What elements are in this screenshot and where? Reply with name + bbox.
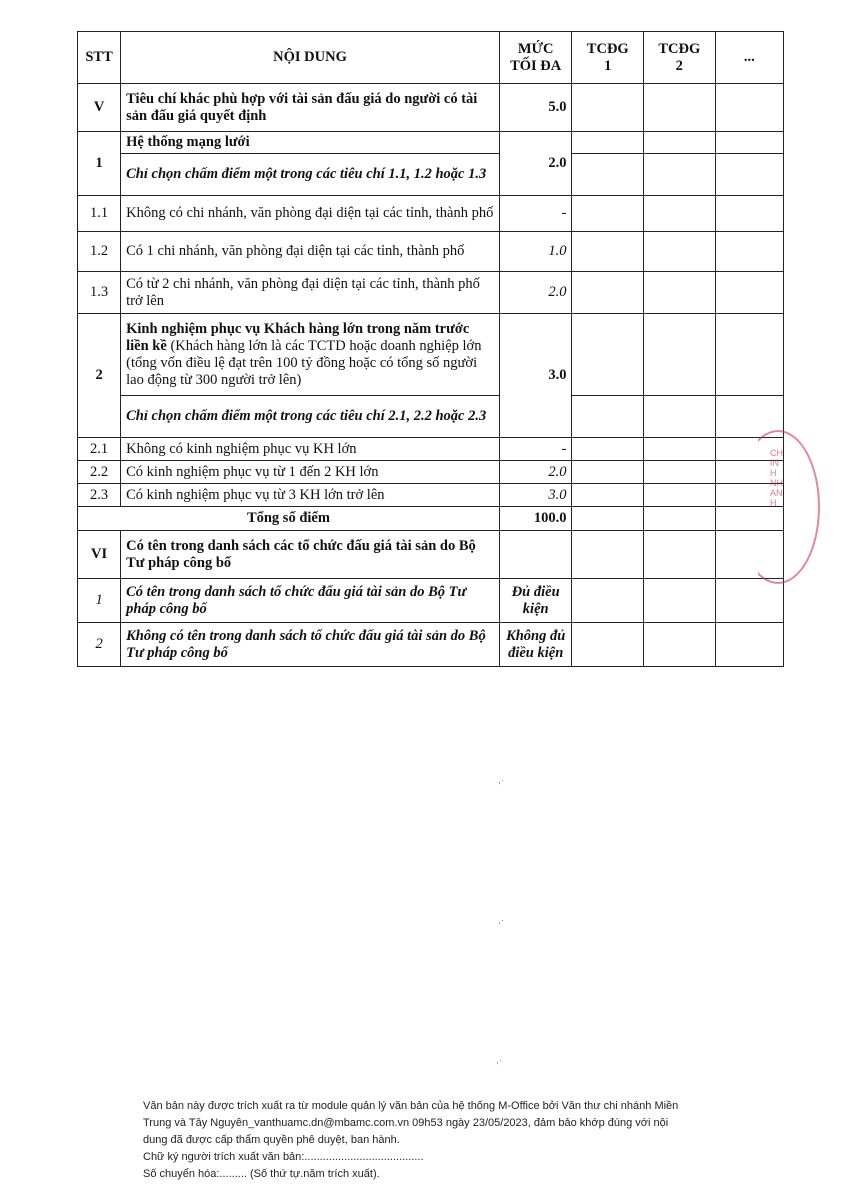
score-cell <box>572 272 644 314</box>
table-row <box>78 484 784 507</box>
vi-item-2-content: Không có tên trong danh sách tổ chức đấu giá tài sản do Bộ Tư pháp công bố <box>121 623 500 667</box>
group2-title-bold: Kinh nghiệm phục vụ Khách hàng lớn trong năm trước liền kề <box>126 320 470 354</box>
group2-title-rest: (Khách hàng lớn là các TCTD hoặc doanh nghiệp lớn (tổng vốn điều lệ đạt trên 100 tỷ đồng hoặc có tổng số người lao động từ 300 người trở lên) <box>126 337 482 388</box>
section-vi-max <box>499 531 572 579</box>
footer-line-1: Văn bản này được trích xuất ra từ module quản lý văn bản của hệ thống M-Office bởi Văn thư chi nhánh Miền <box>143 1100 679 1112</box>
header-stt: STT <box>78 32 121 84</box>
score-cell <box>644 314 716 396</box>
score-cell <box>644 484 716 507</box>
header-max <box>499 32 572 84</box>
score-cell <box>572 579 644 623</box>
score-cell <box>715 154 783 196</box>
item-2-1-content: Không có kinh nghiệm phục vụ KH lớn <box>121 438 500 461</box>
score-cell <box>715 232 783 272</box>
table-row <box>78 232 784 272</box>
footer-line-3: dung đã được cấp thẩm quyền phê duyệt, ban hành. <box>143 1134 400 1146</box>
score-cell <box>644 579 716 623</box>
score-cell <box>572 154 644 196</box>
footer-line-4: Chữ ký người trích xuất văn bản:....................................... <box>143 1151 424 1163</box>
vi-item-2-max: Không đủ điều kiện <box>499 623 572 667</box>
header-tcdg1-line1: TCĐG <box>586 40 629 57</box>
score-cell <box>572 507 644 531</box>
score-cell <box>644 396 716 438</box>
item-1-1-max: - <box>499 196 572 232</box>
item-2-3-content: Có kinh nghiệm phục vụ từ 3 KH lớn trở lên <box>121 484 500 507</box>
item-2-3-stt: 2.3 <box>78 484 121 507</box>
score-cell <box>572 438 644 461</box>
table-row <box>78 507 784 531</box>
header-tcdg2-line2: 2 <box>675 57 683 74</box>
header-max-line1: MỨC <box>517 40 554 57</box>
group2-title <box>121 314 500 396</box>
score-cell <box>644 154 716 196</box>
section-vi-content: Có tên trong danh sách các tổ chức đấu giá tài sản do Bộ Tư pháp công bố <box>121 531 500 579</box>
score-cell <box>644 623 716 667</box>
item-2-2-stt: 2.2 <box>78 461 121 484</box>
vi-item-1-content: Có tên trong danh sách tổ chức đấu giá tài sản do Bộ Tư pháp công bố <box>121 579 500 623</box>
group2-stt: 2 <box>78 314 121 438</box>
score-cell <box>644 232 716 272</box>
table-row <box>78 396 784 438</box>
score-cell <box>572 623 644 667</box>
score-cell <box>715 579 783 623</box>
table-row <box>78 132 784 154</box>
group2-note: Chỉ chọn chấm điểm một trong các tiêu chí 2.1, 2.2 hoặc 2.3 <box>121 396 500 438</box>
group2-max: 3.0 <box>499 314 572 438</box>
table-row <box>78 272 784 314</box>
score-cell <box>572 84 644 132</box>
group1-note: Chỉ chọn chấm điểm một trong các tiêu chí 1.1, 1.2 hoặc 1.3 <box>121 154 500 196</box>
footer-line-5: Số chuyển hóa:......... (Số thứ tự.năm trích xuất). <box>143 1168 380 1180</box>
section-v-content: Tiêu chí khác phù hợp với tài sản đấu giá do người có tài sản đấu giá quyết định <box>121 84 500 132</box>
score-cell <box>644 272 716 314</box>
group1-stt: 1 <box>78 132 121 196</box>
score-cell <box>644 461 716 484</box>
item-2-2-max: 2.0 <box>499 461 572 484</box>
score-cell <box>572 531 644 579</box>
extraction-footer <box>143 1098 723 1183</box>
item-1-2-content: Có 1 chi nhánh, văn phòng đại diện tại các tỉnh, thành phố <box>121 232 500 272</box>
group1-max: 2.0 <box>499 132 572 196</box>
total-max: 100.0 <box>499 507 572 531</box>
section-vi-stt: VI <box>78 531 121 579</box>
score-cell <box>715 623 783 667</box>
table-row <box>78 623 784 667</box>
group1-title: Hệ thống mạng lưới <box>121 132 500 154</box>
score-cell <box>715 314 783 396</box>
item-1-3-content: Có từ 2 chi nhánh, văn phòng đại diện tại các tỉnh, thành phố trở lên <box>121 272 500 314</box>
header-tcdg2 <box>644 32 716 84</box>
score-cell <box>715 84 783 132</box>
header-tcdg2-line1: TCĐG <box>658 40 701 57</box>
table-row <box>78 314 784 396</box>
table-row <box>78 438 784 461</box>
score-cell <box>572 196 644 232</box>
score-cell <box>644 438 716 461</box>
score-cell <box>644 531 716 579</box>
section-v-max: 5.0 <box>499 84 572 132</box>
item-2-3-max: 3.0 <box>499 484 572 507</box>
score-cell <box>715 272 783 314</box>
table-row <box>78 154 784 196</box>
header-tcdg1-line2: 1 <box>604 57 612 74</box>
item-2-2-content: Có kinh nghiệm phục vụ từ 1 đến 2 KH lớn <box>121 461 500 484</box>
item-1-2-stt: 1.2 <box>78 232 121 272</box>
score-cell <box>644 132 716 154</box>
scan-speck: ,· <box>498 915 505 926</box>
header-tcdg1 <box>572 32 644 84</box>
header-content: NỘI DUNG <box>121 32 500 84</box>
item-2-1-stt: 2.1 <box>78 438 121 461</box>
vi-item-2-stt: 2 <box>78 623 121 667</box>
vi-item-1-max: Đủ điều kiện <box>499 579 572 623</box>
stamp-text: CHINH NHANH <box>770 448 783 508</box>
table-row <box>78 461 784 484</box>
header-max-line2: TỐI ĐA <box>510 57 562 74</box>
score-cell <box>572 461 644 484</box>
table-row <box>78 196 784 232</box>
total-label: Tổng số điểm <box>78 507 500 531</box>
item-1-3-stt: 1.3 <box>78 272 121 314</box>
header-more: ... <box>715 32 783 84</box>
criteria-table <box>77 31 784 667</box>
score-cell <box>572 232 644 272</box>
section-v-stt: V <box>78 84 121 132</box>
item-1-2-max: 1.0 <box>499 232 572 272</box>
table-row <box>78 84 784 132</box>
score-cell <box>644 507 716 531</box>
score-cell <box>572 314 644 396</box>
table-header-row <box>78 32 784 84</box>
score-cell <box>715 132 783 154</box>
footer-line-2: Trung và Tây Nguyên_vanthuamc.dn@mbamc.com.vn 09h53 ngày 23/05/2023, đảm bảo khớp đúng với nội <box>143 1117 669 1129</box>
table-row <box>78 579 784 623</box>
item-1-1-stt: 1.1 <box>78 196 121 232</box>
scan-speck: ,· <box>498 775 505 786</box>
scan-speck: ,· <box>496 1055 503 1066</box>
score-cell <box>644 196 716 232</box>
score-cell <box>572 132 644 154</box>
item-1-1-content: Không có chi nhánh, văn phòng đại diện tại các tỉnh, thành phố <box>121 196 500 232</box>
score-cell <box>572 396 644 438</box>
item-1-3-max: 2.0 <box>499 272 572 314</box>
item-2-1-max: - <box>499 438 572 461</box>
score-cell <box>644 84 716 132</box>
table-row <box>78 531 784 579</box>
vi-item-1-stt: 1 <box>78 579 121 623</box>
score-cell <box>715 196 783 232</box>
score-cell <box>572 484 644 507</box>
